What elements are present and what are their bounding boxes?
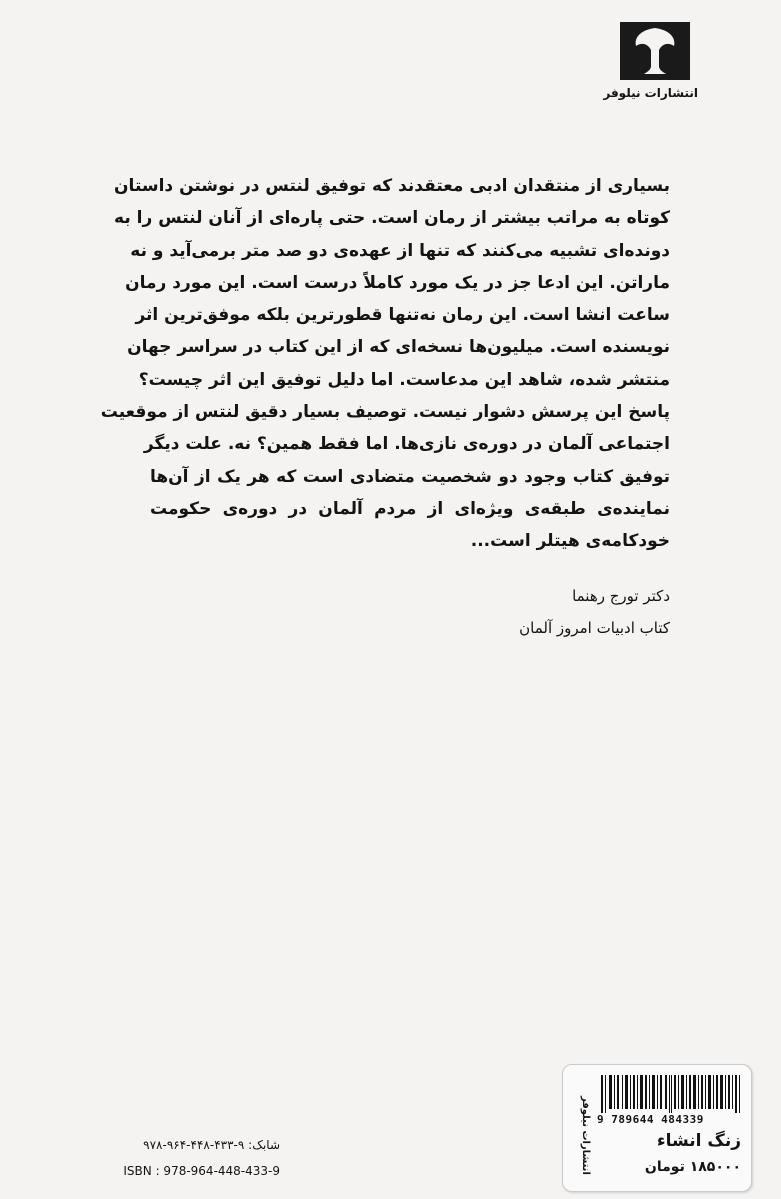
attribution-source: کتاب ادبیات امروز آلمان (519, 619, 670, 637)
blurb-line: منتشر شده، شاهد این مدعاست. اما دلیل توفیق این اثر چیست؟ (138, 369, 670, 390)
blurb-line: بسیاری از منتقدان ادبی معتقدند که توفیق لنتس در نوشتن داستان (114, 176, 670, 196)
blurb-line: نویسنده است. میلیون‌ها نسخه‌ای که از این کتاب در سراسر جهان (127, 337, 670, 358)
blurb-line: نماینده‌ی طبقه‌ی ویژه‌ای از مردم آلمان در دوره‌ی حکومت (150, 498, 670, 519)
publisher-name: انتشارات نیلوفر (603, 86, 698, 100)
blurb-line: خودکامه‌ی هیتلر است... (470, 531, 670, 552)
barcode-icon (601, 1075, 741, 1113)
blurb-line: ساعت انشا است. این رمان نه‌تنها قطورترین بلکه موفق‌ترین اثر (135, 305, 670, 326)
blurb-line: توفیق کتاب وجود دو شخصیت متضادی است که هر یک از آن‌ها (150, 466, 670, 487)
barcode-number: 9 789644 484339 (597, 1113, 704, 1126)
attribution (150, 580, 670, 644)
blurb-line: پاسخ این پرسش دشوار نیست. توصیف بسیار دقیق لنتس از موقعیت (100, 402, 670, 423)
isbn-persian: شابک: ۹-۴۳۳-۴۴۸-۹۶۴-۹۷۸ (143, 1138, 280, 1152)
isbn-block (100, 1132, 280, 1184)
sticker-price: ۱۸۵۰۰۰ تومان (644, 1159, 741, 1175)
sticker-publisher: انتشارات نیلوفر (580, 1095, 591, 1175)
sticker-book-title: زنگ انشاء (656, 1131, 741, 1151)
publisher-logo-icon (620, 22, 690, 80)
blurb-line: ماراتن. این ادعا جز در یک مورد کاملاً درست است. این مورد رمان (125, 272, 670, 293)
blurb-line: اجتماعی آلمان در دوره‌ی نازی‌ها. اما فقط همین؟ نه. علت دیگر (143, 434, 670, 455)
attribution-author: دکتر تورج رهنما (572, 587, 670, 605)
publisher-logo (603, 22, 698, 100)
blurb-line: دونده‌ای تشبیه می‌کنند که تنها از عهده‌ی دو صد متر برمی‌آید و نه (130, 240, 670, 261)
back-cover-blurb (100, 170, 670, 558)
price-sticker (562, 1064, 752, 1192)
blurb-line: کوتاه به مراتب بیشتر از رمان است. حتی پاره‌ای از آنان لنتس را به (114, 208, 670, 229)
isbn-latin: ISBN : 978-964-448-433-9 (123, 1164, 280, 1178)
